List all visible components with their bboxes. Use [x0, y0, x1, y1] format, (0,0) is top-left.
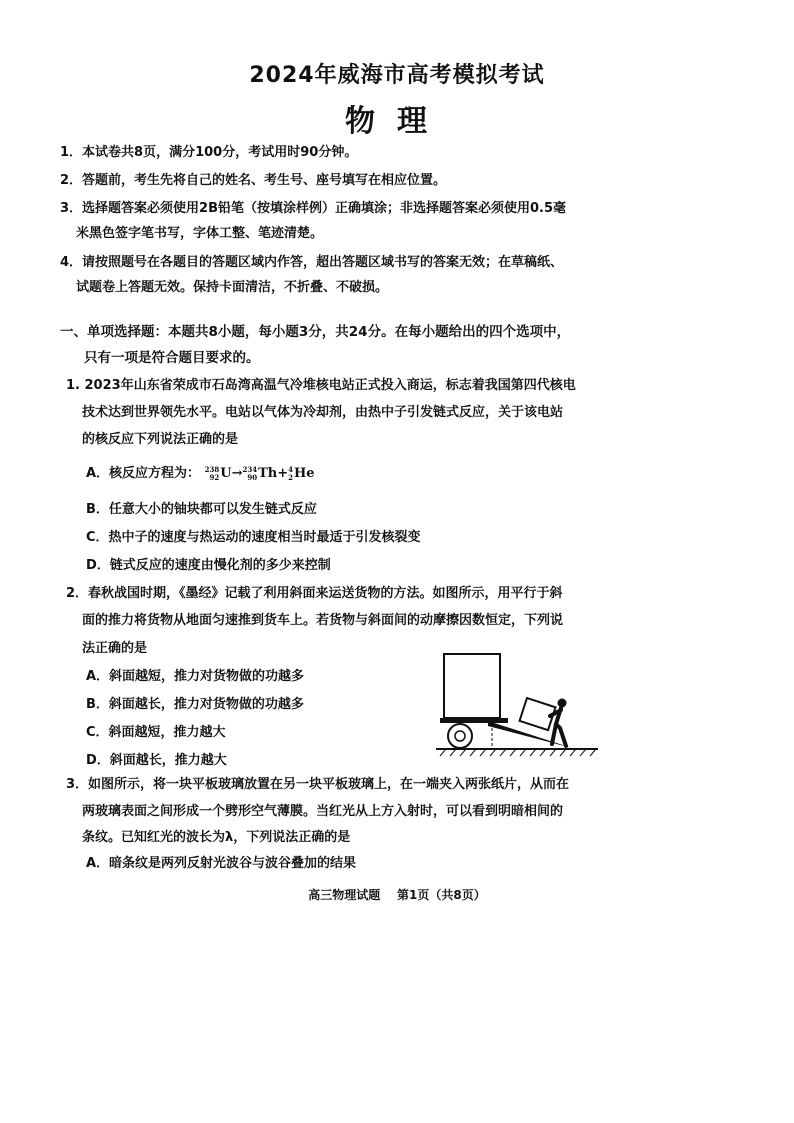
subject-title: 物理 — [345, 104, 449, 139]
q2-option-b: B．斜面越长，推力对货物做的功越多 — [86, 697, 304, 712]
q3-stem-1: 3．如图所示，将一块平板玻璃放置在另一块平板玻璃上，在一端夹入两张纸片，从而在 — [66, 777, 570, 792]
q3-stem-3: 条纹。已知红光的波长为λ，下列说法正确的是 — [82, 830, 351, 845]
q2-stem-2: 面的推力将货物从地面匀速推到货车上。若货物与斜面间的动摩擦因数恒定，下列说 — [82, 613, 564, 628]
reaction-arrow: → — [231, 466, 243, 481]
he-mass-number: 4 — [288, 464, 294, 474]
q1-option-a — [86, 462, 315, 482]
q2-option-d: D．斜面越长，推力越大 — [86, 753, 227, 768]
instruction-3: 3．选择题答案必须使用2B铅笔（按填涂样例）正确填涂；非选择题答案必须使用0.5毫 — [60, 201, 567, 216]
he-charge-number: 2 — [288, 472, 294, 482]
truck-cargo-box — [444, 654, 500, 718]
instruction-4-cont: 试题卷上答题无效。保持卡面清洁，不折叠、不破损。 — [76, 280, 389, 295]
q1-stem-3: 的核反应下列说法正确的是 — [82, 432, 239, 447]
he-symbol: He — [294, 466, 315, 481]
q1-option-d: D．链式反应的速度由慢化剂的多少来控制 — [86, 558, 331, 573]
th-mass-number: 234 — [242, 464, 258, 474]
exam-title: 2024年威海市高考模拟考试 — [249, 63, 545, 88]
section1-heading: 一、单项选择题：本题共8小题，每小题3分，共24分。在每小题给出的四个选项中， — [60, 324, 571, 340]
plus-sign: + — [277, 466, 289, 481]
u-mass-number: 238 — [204, 464, 220, 474]
q2-option-c: C．斜面越短，推力越大 — [86, 725, 226, 740]
section1-heading-cont: 只有一项是符合题目要求的。 — [84, 350, 260, 366]
q2-stem-3: 法正确的是 — [82, 641, 148, 656]
q3-stem-2: 两玻璃表面之间形成一个劈形空气薄膜。当红光从上方入射时，可以看到明暗相间的 — [82, 804, 564, 819]
u-isotope-numbers — [205, 466, 220, 482]
instruction-4: 4．请按照题号在各题目的答题区域内作答，超出答题区域书写的答案无效；在草稿纸、 — [60, 255, 564, 270]
q1-stem-2: 技术达到世界领先水平。电站以气体为冷却剂，由热中子引发链式反应，关于该电站 — [82, 405, 564, 420]
q1-option-c: C．热中子的速度与热运动的速度相当时最适于引发核裂变 — [86, 530, 421, 545]
q1-option-b: B．任意大小的铀块都可以发生链式反应 — [86, 502, 317, 517]
instruction-1: 1．本试卷共8页，满分100分，考试用时90分钟。 — [60, 145, 358, 160]
q2-stem-1: 2．春秋战国时期，《墨经》记载了利用斜面来运送货物的方法。如图所示，用平行于斜 — [66, 586, 563, 601]
q1-stem-1: 1. 2023年山东省荣成市石岛湾高温气冷堆核电站正式投入商运，标志着我国第四代核电 — [66, 378, 576, 393]
q3-option-a: A．暗条纹是两列反射光波谷与波谷叠加的结果 — [86, 856, 357, 871]
he-isotope-numbers — [288, 466, 293, 482]
incline-truck-figure — [432, 648, 602, 760]
th-isotope-numbers — [242, 466, 257, 482]
person-head — [558, 699, 567, 708]
nuclear-equation — [205, 466, 315, 481]
q2-option-a: A．斜面越短，推力对货物做的功越多 — [86, 669, 305, 684]
th-charge-number: 90 — [247, 472, 258, 482]
page-footer: 高三物理试题 第1页（共8页） — [308, 888, 486, 902]
instruction-3-cont: 米黑色签字笔书写，字体工整、笔迹清楚。 — [76, 226, 324, 241]
instruction-2: 2．答题前，考生先将自己的姓名、考生号、座号填写在相应位置。 — [60, 173, 447, 188]
truck-bed — [440, 718, 508, 723]
th-symbol: Th — [258, 466, 278, 481]
truck-wheel — [448, 724, 472, 748]
ground-hatching — [440, 749, 596, 756]
q1-option-a-prefix: A．核反应方程为： — [86, 466, 201, 481]
person-body — [550, 708, 566, 746]
u-symbol: U — [220, 466, 232, 481]
u-charge-number: 92 — [209, 472, 220, 482]
